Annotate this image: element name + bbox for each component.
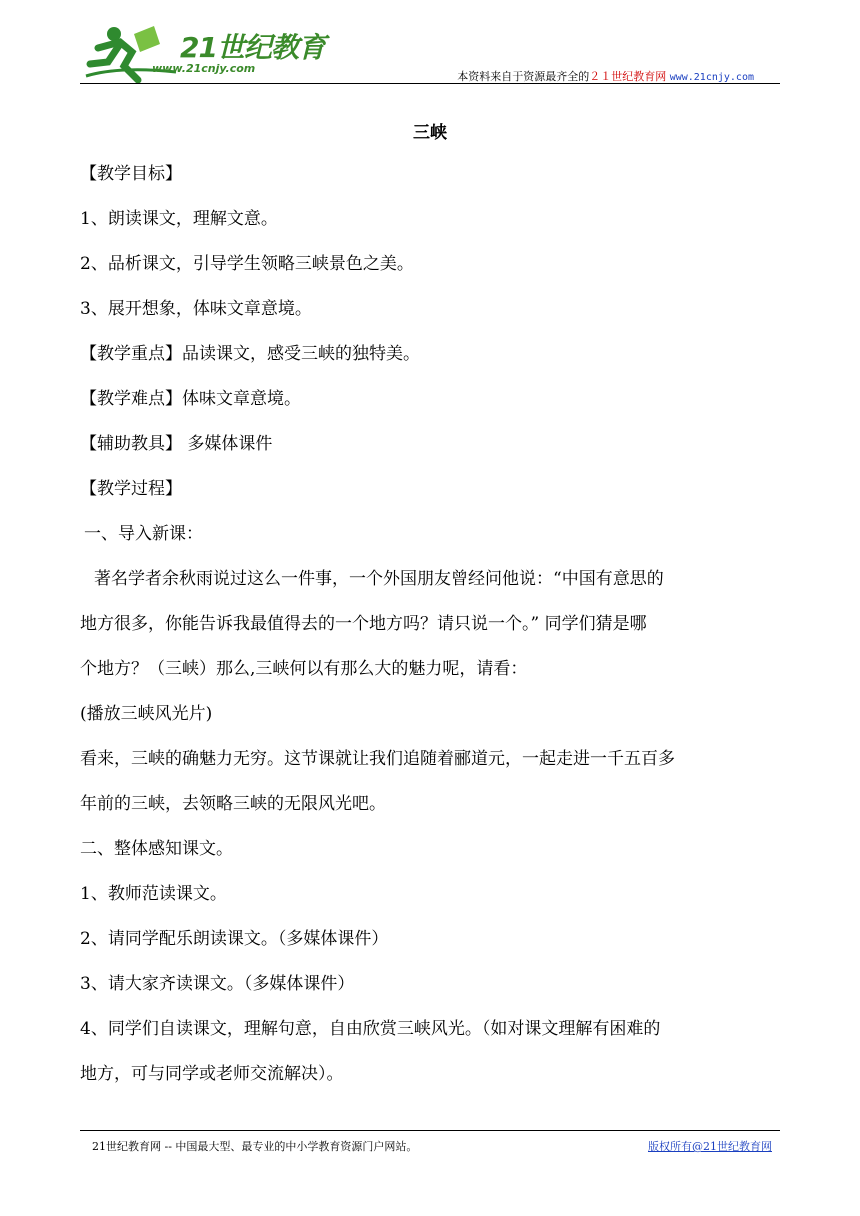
paragraph: 【教学重点】品读课文，感受三峡的独特美。 (80, 344, 420, 364)
site-logo[interactable] (80, 22, 340, 84)
source-prefix: 本资料来自于资源最齐全的 (457, 70, 590, 83)
subsection-heading: 一、导入新课： (84, 524, 203, 544)
paragraph: 1、教师范读课文。 (80, 884, 227, 904)
paragraph: 看来，三峡的确魅力无穷。这节课就让我们追随着郦道元，一起走进一千五百多 (80, 749, 675, 769)
source-url-link[interactable]: www.21cnjy.com (669, 72, 754, 83)
subsection-heading: 二、整体感知课文。 (80, 839, 233, 859)
document-title: 三峡 (413, 123, 447, 143)
footer-divider (80, 1130, 780, 1131)
footer-site-description: 21世纪教育网 -- 中国最大型、最专业的中小学教育资源门户网站。 (92, 1140, 418, 1153)
source-site-link[interactable]: ２１世纪教育网 (589, 70, 667, 83)
paragraph: 2、品析课文，引导学生领略三峡景色之美。 (80, 254, 414, 274)
logo-text: 21世纪教育 (180, 31, 325, 64)
paragraph: 地方，可与同学或老师交流解决）。 (80, 1064, 344, 1084)
paragraph: 【辅助教具】 多媒体课件 (80, 434, 273, 454)
logo-url: www.21cnjy.com (152, 62, 256, 75)
paragraph: 3、展开想象，体味文章意境。 (80, 299, 312, 319)
paragraph: 1、朗读课文，理解文意。 (80, 209, 278, 229)
paragraph: (播放三峡风光片) (80, 704, 213, 724)
paragraph: 年前的三峡，去领略三峡的无限风光吧。 (80, 794, 386, 814)
section-heading: 【教学目标】 (80, 164, 182, 184)
paragraph: 4、同学们自读课文，理解句意，自由欣赏三峡风光。（如对课文理解有困难的 (80, 1019, 661, 1039)
page-header (80, 22, 780, 86)
document-body (80, 152, 780, 1097)
paragraph: 3、请大家齐读课文。（多媒体课件） (80, 974, 355, 994)
header-divider (80, 83, 780, 84)
paragraph: 地方很多，你能告诉我最值得去的一个地方吗？请只说一个。” 同学们猜是哪 (80, 614, 647, 634)
section-heading: 【教学过程】 (80, 479, 182, 499)
paragraph: 【教学难点】体味文章意境。 (80, 389, 301, 409)
paragraph: 个地方？（三峡）那么,三峡何以有那么大的魅力呢，请看： (80, 659, 528, 679)
footer-copyright-link[interactable]: 版权所有@21世纪教育网 (648, 1140, 772, 1153)
paragraph: 2、请同学配乐朗读课文。（多媒体课件） (80, 929, 389, 949)
paragraph: 著名学者余秋雨说过这么一件事，一个外国朋友曾经问他说：“中国有意思的 (94, 569, 664, 589)
header-source-line (457, 68, 754, 84)
